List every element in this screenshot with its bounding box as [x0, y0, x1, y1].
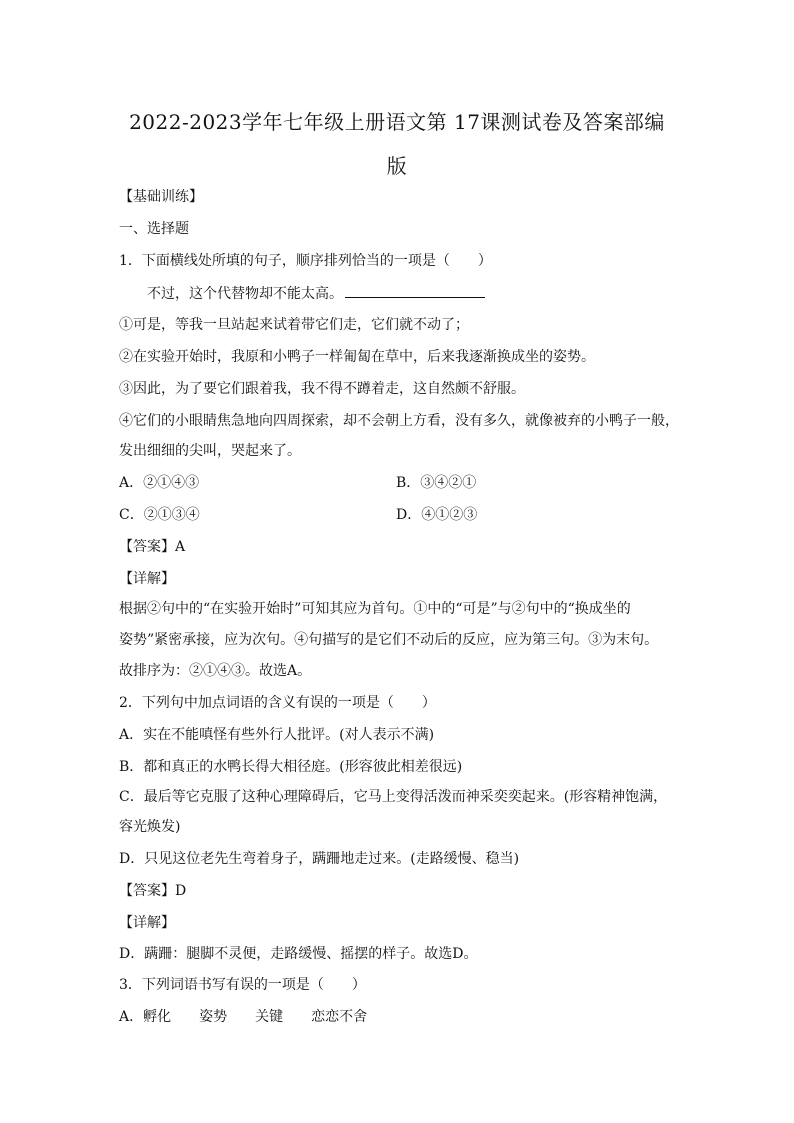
part-heading: 一、选择题: [119, 221, 189, 237]
q2-option-c1: C．最后等它克服了这种心理障碍后，它马上变得活泼而神采奕奕起来。(形容精神饱满，: [119, 789, 668, 805]
section-heading: 【基础训练】: [119, 189, 203, 205]
q2-option-a: A．实在不能嗔怪有些外行人批评。(对人表示不满): [119, 727, 435, 743]
q1-detail-label: 【详解】: [119, 571, 175, 587]
q1-option-a: A．②①④③: [119, 475, 200, 491]
q1-option-b: B．③④②①: [396, 475, 477, 491]
title-line-1: 2022-2023学年七年级上册语文第 17课测试卷及答案部编: [129, 110, 665, 134]
document-title: [110, 100, 684, 188]
q1-lead: [147, 283, 485, 304]
q1-detail-1: 根据②句中的“在实验开始时”可知其应为首句。①中的“可是”与②句中的“换成坐的: [119, 601, 631, 617]
q1-sentence-3: ③因此，为了要它们跟着我，我不得不蹲着走，这自然颇不舒服。: [119, 381, 525, 397]
q1-lead-text: 不过，这个代替物却不能太高。: [147, 286, 343, 302]
q2-option-b: B．都和真正的水鸭长得大相径庭。(形容彼此相差很远): [119, 759, 463, 775]
title-line-2: 版: [386, 154, 408, 178]
q1-option-d: D．④①②③: [396, 507, 478, 523]
fill-blank-line: [345, 283, 485, 298]
q1-detail-2: 姿势”紧密承接，应为次句。④句描写的是它们不动后的反应，应为第三句。③为末句。: [119, 632, 659, 648]
q1-sentence-4b: 发出细细的尖叫，哭起来了。: [119, 443, 301, 459]
q2-detail-label: 【详解】: [119, 915, 175, 931]
q1-sentence-2: ②在实验开始时，我原和小鸭子一样匍匐在草中，后来我逐渐换成坐的姿势。: [119, 349, 595, 365]
q2-option-d: D．只见这位老先生弯着身子，蹒跚地走过来。(走路缓慢、稳当): [119, 851, 520, 867]
q3-option-a: A．孵化 姿势 关键 恋恋不舍: [119, 1009, 368, 1025]
q1-sentence-4a: ④它们的小眼睛焦急地向四周探索，却不会朝上方看，没有多久，就像被弃的小鸭子一般，: [119, 413, 679, 429]
q2-stem: 2．下列句中加点词语的含义有误的一项是（ ）: [119, 695, 436, 711]
q1-sentence-1: ①可是，等我一旦站起来试着带它们走，它们就不动了；: [119, 317, 469, 333]
q1-detail-3: 故排序为：②①④③。故选A。: [119, 663, 312, 679]
q1-answer: 【答案】A: [119, 539, 186, 555]
q3-stem: 3．下列词语书写有误的一项是（ ）: [119, 977, 366, 993]
q1-stem: 1．下面横线处所填的句子，顺序排列恰当的一项是（ ）: [119, 253, 492, 269]
q1-option-c: C．②①③④: [119, 507, 200, 523]
q2-answer: 【答案】D: [119, 883, 187, 899]
q2-option-c2: 容光焕发): [119, 819, 181, 835]
q2-detail-1: D．蹒跚：腿脚不灵便，走路缓慢、摇摆的样子。故选D。: [119, 946, 478, 962]
